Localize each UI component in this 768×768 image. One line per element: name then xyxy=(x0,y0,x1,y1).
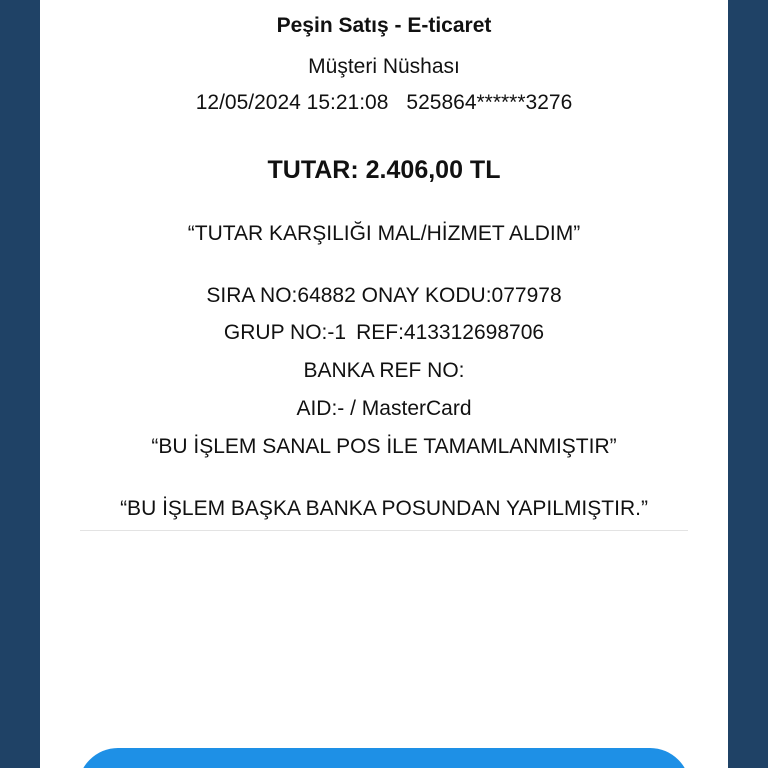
amount-line xyxy=(40,155,728,185)
ref-number: REF:413312698706 xyxy=(356,321,545,344)
goods-statement: “TUTAR KARŞILIĞI MAL/HİZMET ALDIM” xyxy=(187,222,581,245)
date-card-line xyxy=(40,90,728,116)
receipt-card xyxy=(40,0,728,768)
banka-ref-no: BANKA REF NO: xyxy=(303,359,465,382)
sira-onay-line xyxy=(40,283,728,309)
primary-action-button[interactable] xyxy=(78,748,690,768)
grup-no: GRUP NO:-1 xyxy=(223,321,347,344)
other-bank-statement: “BU İŞLEM BAŞKA BANKA POSUNDAN YAPILMIŞTIR.” xyxy=(120,497,648,520)
sira-no: SIRA NO:64882 xyxy=(206,284,356,307)
virtual-pos-statement: “BU İŞLEM SANAL POS İLE TAMAMLANMIŞTIR” xyxy=(151,435,617,458)
copy-label: Müşteri Nüshası xyxy=(308,55,460,78)
onay-kodu: ONAY KODU:077978 xyxy=(361,284,562,307)
grup-ref-line xyxy=(40,320,728,346)
receipt-title: Peşin Satış - E-ticaret xyxy=(276,14,492,37)
amount-value: 2.406,00 TL xyxy=(365,156,501,184)
transaction-datetime: 12/05/2024 15:21:08 xyxy=(195,91,389,114)
masked-card-number: 525864******3276 xyxy=(406,91,573,114)
aid-card-type: AID:- / MasterCard xyxy=(296,397,472,420)
divider xyxy=(80,530,688,531)
amount-label: TUTAR: xyxy=(267,156,359,184)
